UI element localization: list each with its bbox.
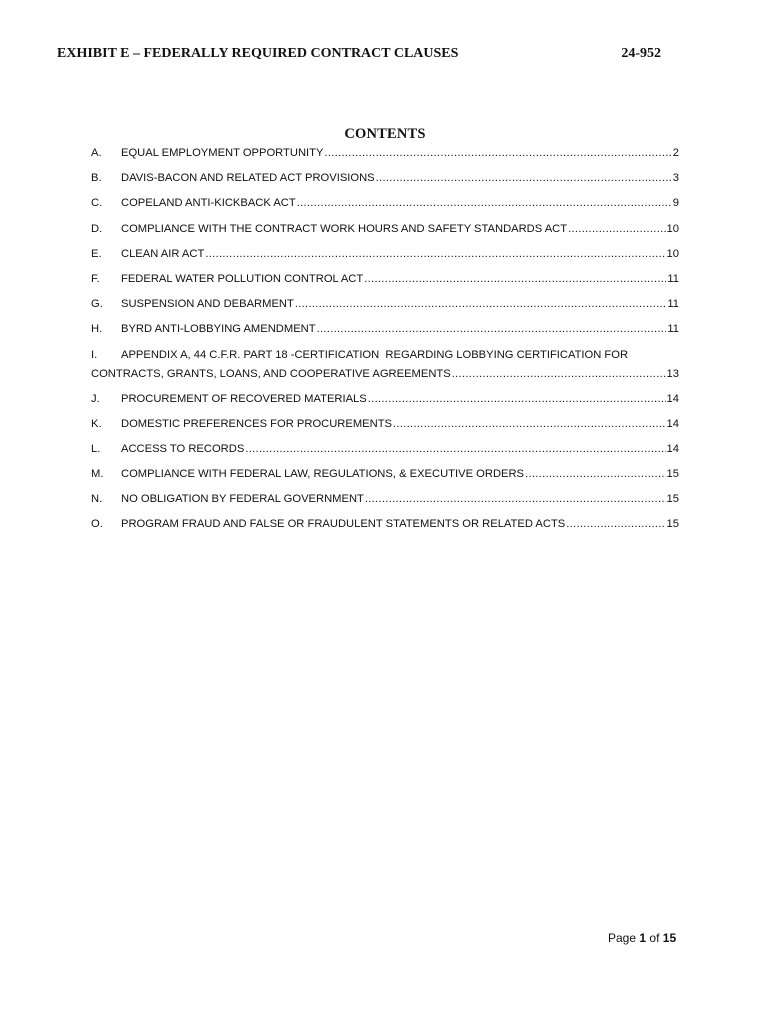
toc-leader — [324, 147, 671, 159]
toc-entry-letter: L. — [91, 442, 101, 455]
page-label: Page — [608, 931, 637, 945]
toc-entry-letter: C. — [91, 197, 103, 210]
toc-entry-h[interactable] — [91, 323, 679, 348]
toc-entry-title: COMPLIANCE WITH FEDERAL LAW, REGULATIONS, & EXECUTIVE ORDERS — [121, 468, 525, 481]
toc-entry-page: 11 — [667, 298, 679, 311]
toc-entry-page: 15 — [666, 493, 679, 506]
toc-entry-d[interactable] — [91, 223, 679, 248]
toc-entry-title: PROGRAM FRAUD AND FALSE OR FRAUDULENT STATEMENTS OR RELATED ACTS — [121, 518, 566, 531]
toc-entry-letter: I. — [91, 348, 98, 361]
toc-leader — [368, 393, 666, 405]
toc-entry-letter: E. — [91, 247, 102, 260]
toc-leader — [297, 197, 672, 209]
toc-entry-letter: K. — [91, 417, 102, 430]
toc-entry-title: APPENDIX A, 44 C.F.R. PART 18 -CERTIFICATION REGARDING LOBBYING CERTIFICATION FOR — [121, 348, 629, 361]
toc-entry-o[interactable] — [91, 518, 679, 543]
toc-entry-letter: M. — [91, 468, 104, 481]
toc-entry-m[interactable] — [91, 468, 679, 493]
toc-entry-letter: G. — [91, 298, 103, 311]
toc-leader — [568, 223, 665, 235]
toc-entry-title: CLEAN AIR ACT — [121, 247, 205, 260]
toc-entry-title: FEDERAL WATER POLLUTION CONTROL ACT — [121, 272, 364, 285]
toc-leader — [393, 418, 666, 430]
toc-entry-letter: D. — [91, 222, 103, 235]
page-footer — [608, 931, 676, 945]
toc-entry-letter: F. — [91, 272, 100, 285]
toc-leader — [205, 248, 665, 260]
toc-entry-b[interactable] — [91, 172, 679, 197]
toc-entry-title-continued: CONTRACTS, GRANTS, LOANS, AND COOPERATIVE AGREEMENTS — [91, 367, 451, 380]
toc-entry-letter: B. — [91, 172, 102, 185]
toc-leader — [317, 323, 667, 335]
toc-entry-title: SUSPENSION AND DEBARMENT — [121, 298, 294, 311]
current-page-number: 1 — [639, 931, 647, 945]
toc-entry-e[interactable] — [91, 248, 679, 273]
header-title: EXHIBIT E – FEDERALLY REQUIRED CONTRACT CLAUSES — [57, 46, 459, 61]
toc-leader — [245, 443, 665, 455]
toc-entry-letter: A. — [91, 147, 102, 159]
toc-entry-g[interactable] — [91, 298, 679, 323]
toc-entry-n[interactable] — [91, 493, 679, 518]
toc-entry-title: NO OBLIGATION BY FEDERAL GOVERNMENT — [121, 493, 364, 506]
toc-entry-letter: H. — [91, 323, 103, 336]
toc-entry-page: 15 — [666, 518, 679, 531]
header-number: 24-952 — [621, 46, 661, 61]
toc-entry-a[interactable] — [91, 147, 679, 172]
toc-entry-letter: O. — [91, 518, 103, 531]
toc-entry-j[interactable] — [91, 393, 679, 418]
toc-entry-page: 14 — [666, 417, 679, 430]
toc-entry-title: DAVIS-BACON AND RELATED ACT PROVISIONS — [121, 172, 375, 185]
toc-entry-page: 13 — [666, 367, 679, 380]
toc-heading: CONTENTS — [344, 126, 426, 142]
total-pages-number: 15 — [662, 931, 677, 945]
toc-entry-page: 11 — [667, 272, 679, 285]
toc-entry-title: PROCUREMENT OF RECOVERED MATERIALS — [121, 392, 367, 405]
toc-entry-i[interactable] — [91, 349, 679, 393]
toc-leader — [376, 172, 672, 184]
table-of-contents — [91, 147, 679, 544]
toc-leader — [295, 298, 667, 310]
toc-leader — [566, 518, 665, 530]
toc-leader — [364, 273, 666, 285]
toc-entry-page: 2 — [672, 147, 679, 159]
toc-entry-page: 9 — [672, 197, 679, 210]
toc-entry-f[interactable] — [91, 273, 679, 298]
toc-entry-page: 10 — [666, 222, 679, 235]
toc-entry-title: ACCESS TO RECORDS — [121, 442, 245, 455]
toc-entry-page: 15 — [666, 468, 679, 481]
toc-leader — [452, 368, 666, 380]
toc-entry-c[interactable] — [91, 197, 679, 222]
document-header — [57, 46, 661, 62]
toc-entry-page: 14 — [666, 442, 679, 455]
toc-entry-title: COMPLIANCE WITH THE CONTRACT WORK HOURS AND SAFETY STANDARDS ACT — [121, 222, 568, 235]
toc-entry-title: BYRD ANTI-LOBBYING AMENDMENT — [121, 323, 316, 336]
toc-entry-page: 10 — [666, 247, 679, 260]
toc-leader — [525, 468, 666, 480]
toc-entry-page: 3 — [672, 172, 679, 185]
toc-leader — [365, 493, 666, 505]
of-label: of — [649, 931, 660, 945]
toc-entry-title: DOMESTIC PREFERENCES FOR PROCUREMENTS — [121, 417, 393, 430]
toc-entry-letter: N. — [91, 493, 103, 506]
toc-entry-title: EQUAL EMPLOYMENT OPPORTUNITY — [121, 147, 324, 159]
toc-entry-letter: J. — [91, 392, 100, 405]
toc-entry-k[interactable] — [91, 418, 679, 443]
toc-entry-page: 11 — [667, 323, 679, 336]
toc-entry-title: COPELAND ANTI-KICKBACK ACT — [121, 197, 296, 210]
toc-entry-page: 14 — [666, 392, 679, 405]
toc-entry-l[interactable] — [91, 443, 679, 468]
